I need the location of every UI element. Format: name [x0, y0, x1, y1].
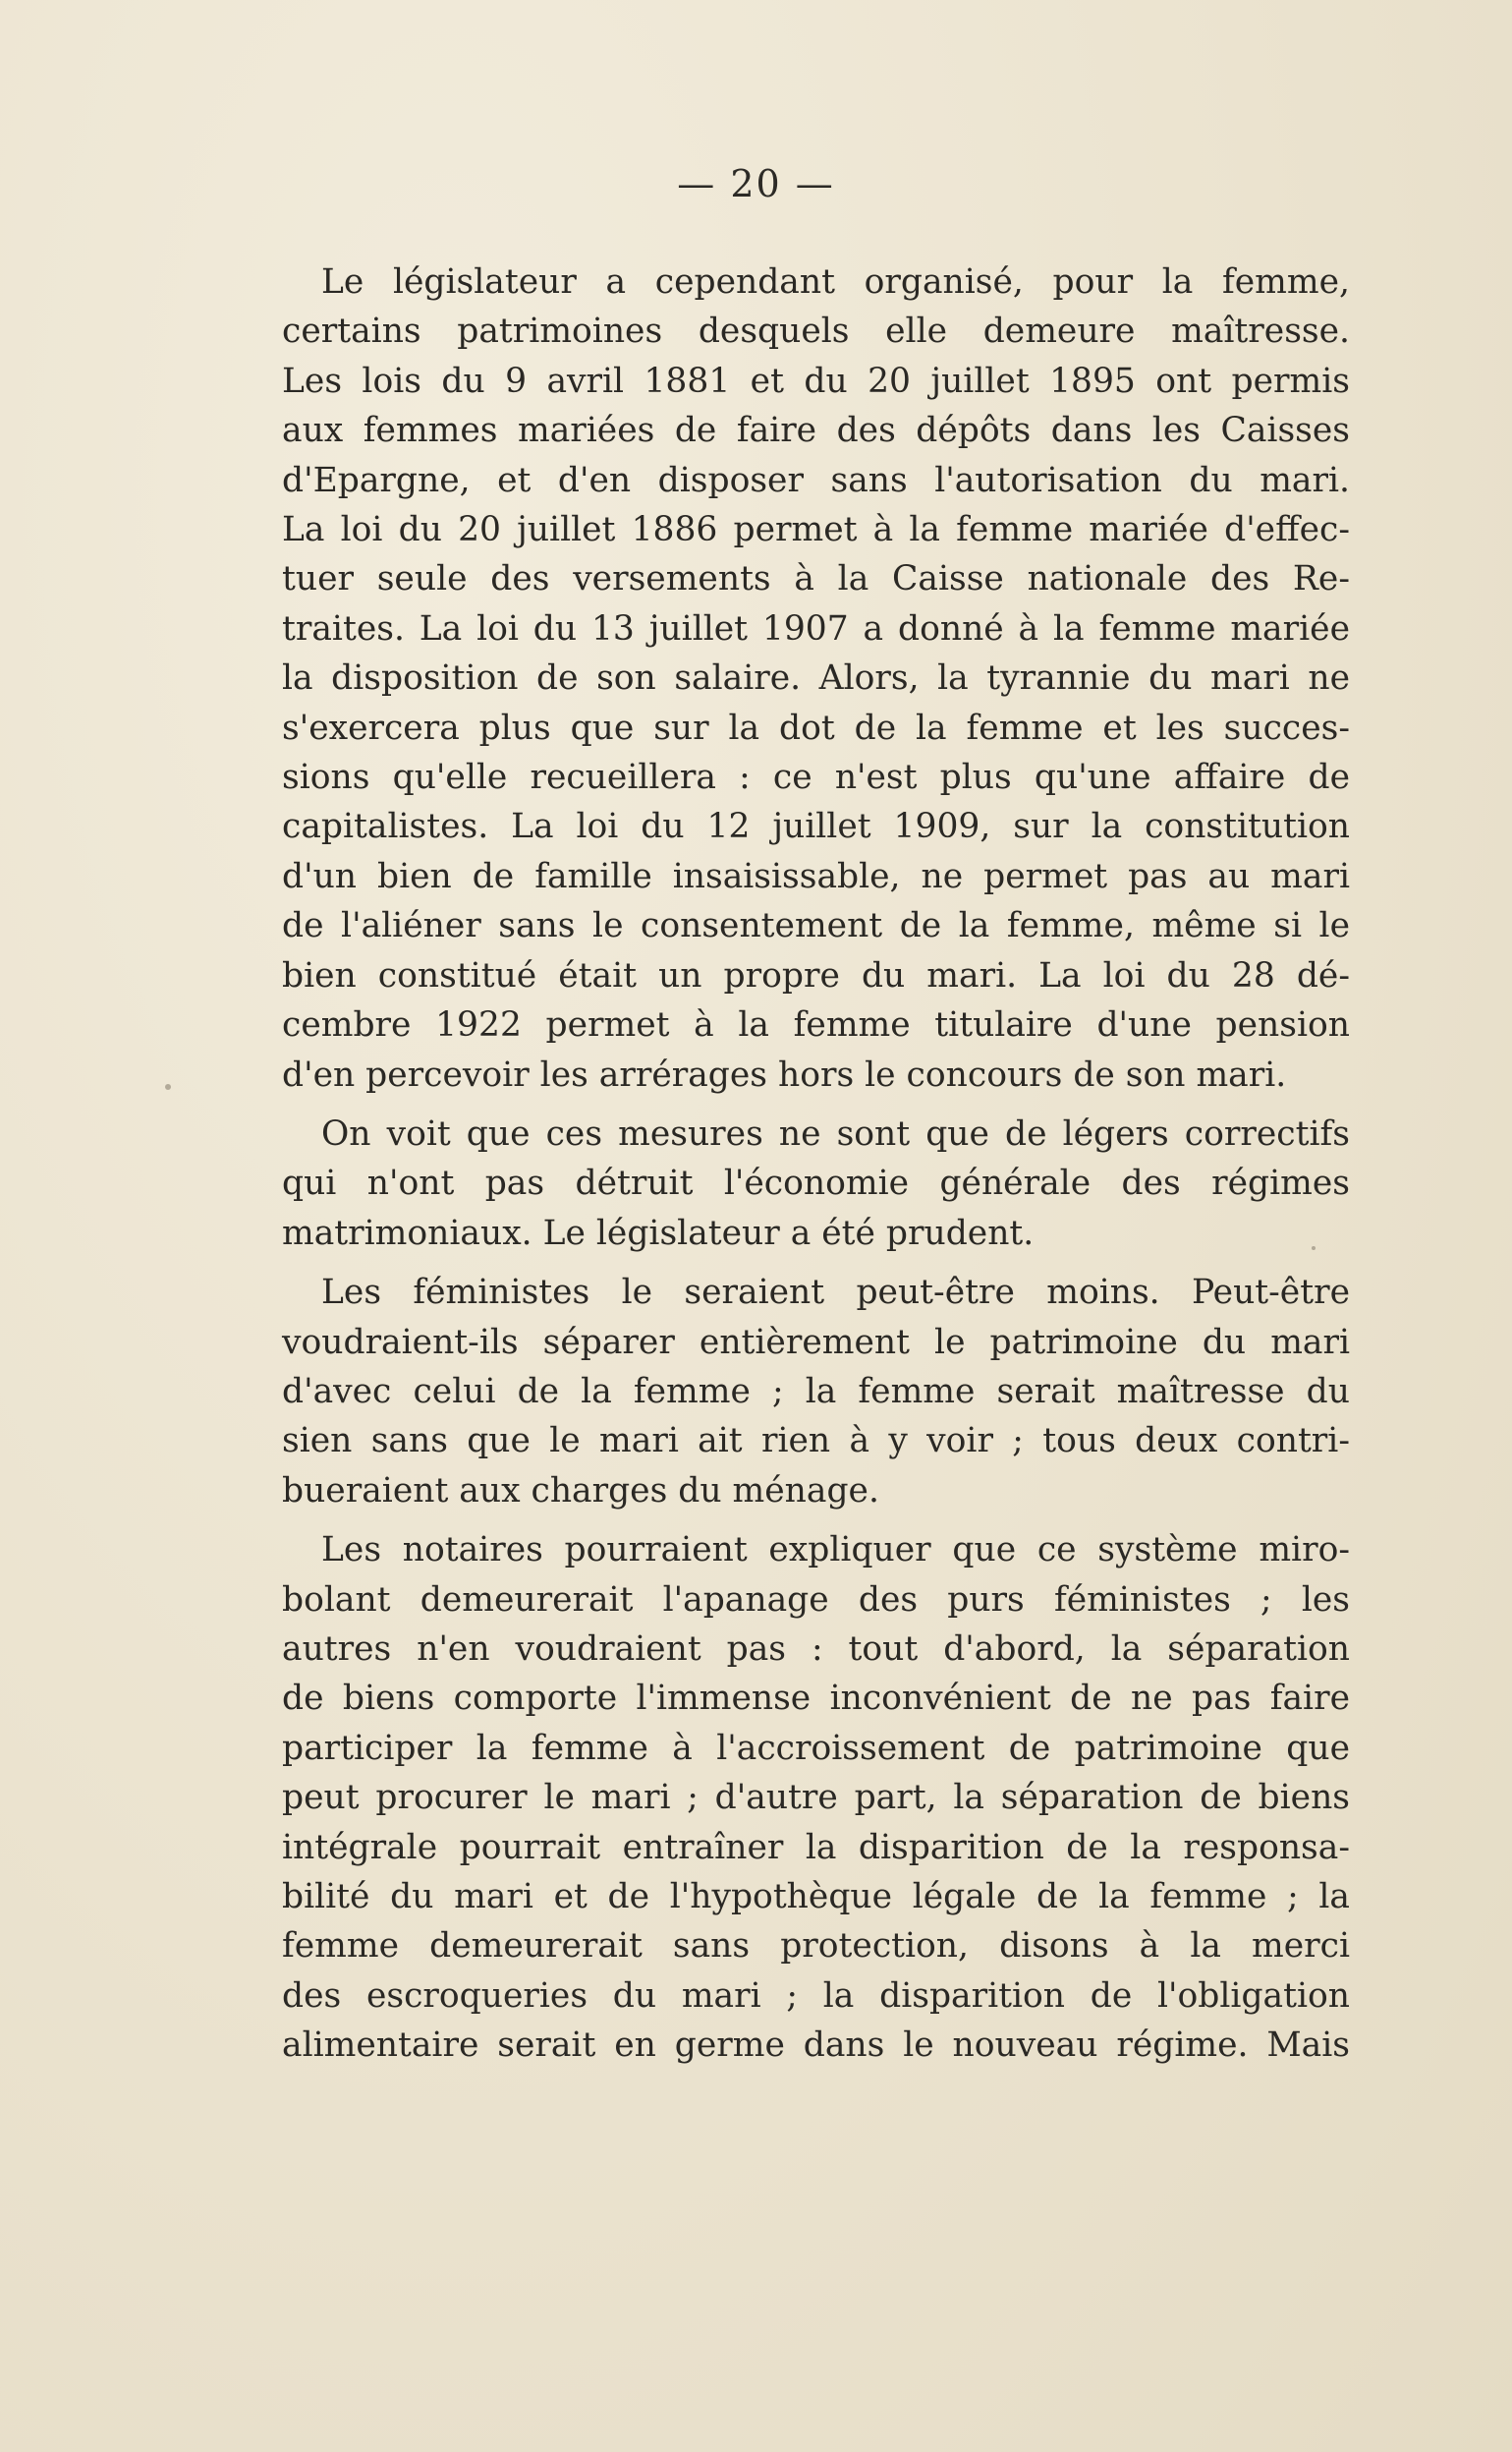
text-line: de l'aliéner sans le consentement de la femme, même si le: [282, 906, 1350, 946]
body-text: [282, 257, 1350, 2081]
text-line: des escroqueries du mari ; la disparition de l'obligation: [282, 1975, 1350, 2016]
text-line: d'avec celui de la femme ; la femme serait maîtresse du: [282, 1371, 1350, 1411]
text-line: d'en percevoir les arrérages hors le concours de son mari.: [282, 1055, 1287, 1095]
text-line: bilité du mari et de l'hypothèque légale de la femme ; la: [282, 1877, 1350, 1916]
text-line: s'exercera plus que sur la dot de la femme et les succes-: [282, 708, 1350, 748]
text-line: d'un bien de famille insaisissable, ne permet pas au mari: [282, 856, 1350, 896]
text-line: capitalistes. La loi du 12 juillet 1909, sur la constitution: [282, 807, 1350, 847]
text-line: matrimoniaux. Le législateur a été prudent.: [282, 1213, 1035, 1253]
text-line: de biens comporte l'immense inconvénient de ne pas faire: [282, 1679, 1350, 1719]
text-line: d'Epargne, et d'en disposer sans l'autorisation du mari.: [282, 460, 1350, 500]
paragraph: [282, 1525, 1350, 2070]
text-line: peut procurer le mari ; d'autre part, la séparation de biens: [282, 1778, 1350, 1818]
text-line: Les notaires pourraient expliquer que ce système miro-: [321, 1530, 1350, 1570]
text-line: Les féministes le seraient peut-être moins. Peut-être: [321, 1273, 1350, 1313]
text-line: alimentaire serait en germe dans le nouveau régime. Mais: [282, 2025, 1350, 2066]
text-line: participer la femme à l'accroissement de patrimoine que: [282, 1728, 1350, 1768]
text-line: bueraient aux charges du ménage.: [282, 1470, 879, 1511]
paragraph: [282, 1110, 1350, 1258]
paper-speck: [165, 1084, 171, 1090]
text-line: la disposition de son salaire. Alors, la tyrannie du mari ne: [282, 658, 1350, 699]
paper-speck: [1312, 1246, 1316, 1250]
text-line: bien constitué était un propre du mari. La loi du 28 dé-: [282, 955, 1350, 996]
text-line: certains patrimoines desquels elle demeure maîtresse.: [282, 312, 1350, 352]
text-line: tuer seule des versements à la Caisse nationale des Re-: [282, 559, 1350, 599]
text-line: Les lois du 9 avril 1881 et du 20 juillet 1895 ont permis: [282, 361, 1350, 401]
text-line: Le législateur a cependant organisé, pour la femme,: [321, 262, 1350, 302]
text-line: femme demeurerait sans protection, disons à la merci: [282, 1926, 1350, 1967]
paragraph: [282, 257, 1350, 1100]
text-line: bolant demeurerait l'apanage des purs féministes ; les: [282, 1579, 1350, 1620]
text-line: autres n'en voudraient pas : tout d'abord, la séparation: [282, 1628, 1350, 1669]
text-line: traites. La loi du 13 juillet 1907 a donné à la femme mariée: [282, 608, 1350, 649]
text-line: voudraient-ils séparer entièrement le patrimoine du mari: [282, 1322, 1350, 1362]
text-line: sien sans que le mari ait rien à y voir ; tous deux contri-: [282, 1421, 1350, 1461]
paragraph: [282, 1268, 1350, 1515]
text-line: On voit que ces mesures ne sont que de légers correctifs: [321, 1113, 1350, 1154]
text-line: aux femmes mariées de faire des dépôts dans les Caisses: [282, 411, 1350, 451]
text-line: qui n'ont pas détruit l'économie générale des régimes: [282, 1164, 1350, 1204]
text-line: intégrale pourrait entraîner la disparition de la responsa-: [282, 1827, 1350, 1867]
page-number: — 20 —: [677, 162, 835, 205]
text-line: sions qu'elle recueillera : ce n'est plus qu'une affaire de: [282, 758, 1350, 798]
text-line: La loi du 20 juillet 1886 permet à la femme mariée d'effec-: [282, 510, 1350, 550]
text-line: cembre 1922 permet à la femme titulaire d'une pension: [282, 1005, 1350, 1046]
